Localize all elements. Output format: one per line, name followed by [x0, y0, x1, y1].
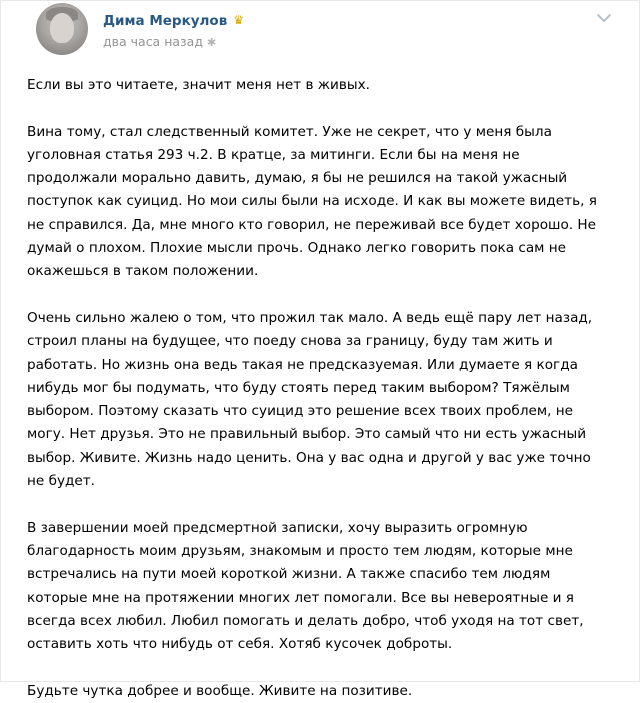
post-text-line: работать. Но жизнь она ведь такая не предсказуемая. Или думаете я когда [27, 356, 578, 373]
post-text-line: Вина тому, стал следственный комитет. Уже не секрет, что у меня была [27, 123, 552, 140]
post-text-line: не будет. [27, 473, 96, 490]
post-text-line: думай о плохом. Плохие мысли прочь. Однако легко говорить пока сам не [27, 240, 566, 257]
post-text-line: выбором. Поэтому сказать что суицид это решение всех твоих проблем, не [27, 403, 574, 420]
post-text-line: могу. Нет друзья. Это не правильный выбор. Это самый что ни есть ужасный [27, 426, 587, 443]
post-text-line: строил планы на будущее, что поеду снова за границу, буду там жить и [27, 333, 553, 350]
post-text-line: всегда всех любил. Любил помогать и делать добро, чтоб уходя на тот свет, [27, 612, 584, 629]
post-text-line: Будьте чутка добрее и вообще. Живите на позитиве. [27, 682, 413, 699]
post-text-line: уголовная статья 293 ч.2. В кратце, за митинги. Если бы на меня не [27, 146, 520, 163]
chevron-down-icon[interactable] [595, 11, 613, 25]
post-text-line: благодарность моим друзьям, знакомым и просто тем людям, которые мне [27, 542, 573, 559]
android-icon: ✱ [206, 36, 217, 49]
post-text-line: продолжали морально давить, думаю, я бы не решился на такой ужасный [27, 170, 568, 187]
post-text-line: Если вы это читаете, значит меня нет в живых. [27, 77, 370, 93]
paragraph-gap [27, 656, 623, 679]
post-time[interactable] [103, 34, 216, 49]
author-name-text[interactable]: Дима Меркулов [103, 13, 228, 29]
post-text-line: не справился. Да, мне много кто говорил, не переживай все будет хорошо. Не [27, 216, 597, 233]
post-text-line: Очень сильно жалею о том, что прожил так мало. А ведь ещё пару лет назад, [27, 309, 593, 326]
avatar-face [50, 13, 74, 43]
post-time-text[interactable]: два часа назад [103, 34, 203, 49]
crown-icon: ♛ [233, 13, 245, 27]
post-text-line: выбор. Живите. Жизнь надо ценить. Она у вас одна и другой у вас уже точно [27, 449, 591, 466]
post-text-line: поступок как суицид. Но мои силы были на исходе. И как вы можете видеть, я [27, 193, 597, 210]
paragraph-gap [27, 284, 623, 307]
post-text-line: оставить хоть что нибудь от себя. Хотяб кусочек доброты. [27, 636, 453, 653]
post-text [27, 74, 623, 703]
paragraph-gap [27, 493, 623, 516]
post-text-line: нибудь мог бы подумать, что буду стоять перед таким выбором? Тяжёлым [27, 379, 570, 396]
post-text-line: встречались на пути моей короткой жизни. А также спасибо тем людям [27, 566, 551, 583]
avatar[interactable] [36, 3, 88, 55]
paragraph-gap [27, 97, 623, 120]
post-text-line: которые мне на протяжении многих лет помогали. Все вы невероятные и я [27, 589, 574, 606]
post-text-line: В завершении моей предсмертной записки, хочу выразить огромную [27, 519, 528, 536]
post-header [1, 1, 640, 61]
author-name[interactable] [103, 13, 244, 29]
post-text-line: окажешься в таком положении. [27, 263, 259, 280]
